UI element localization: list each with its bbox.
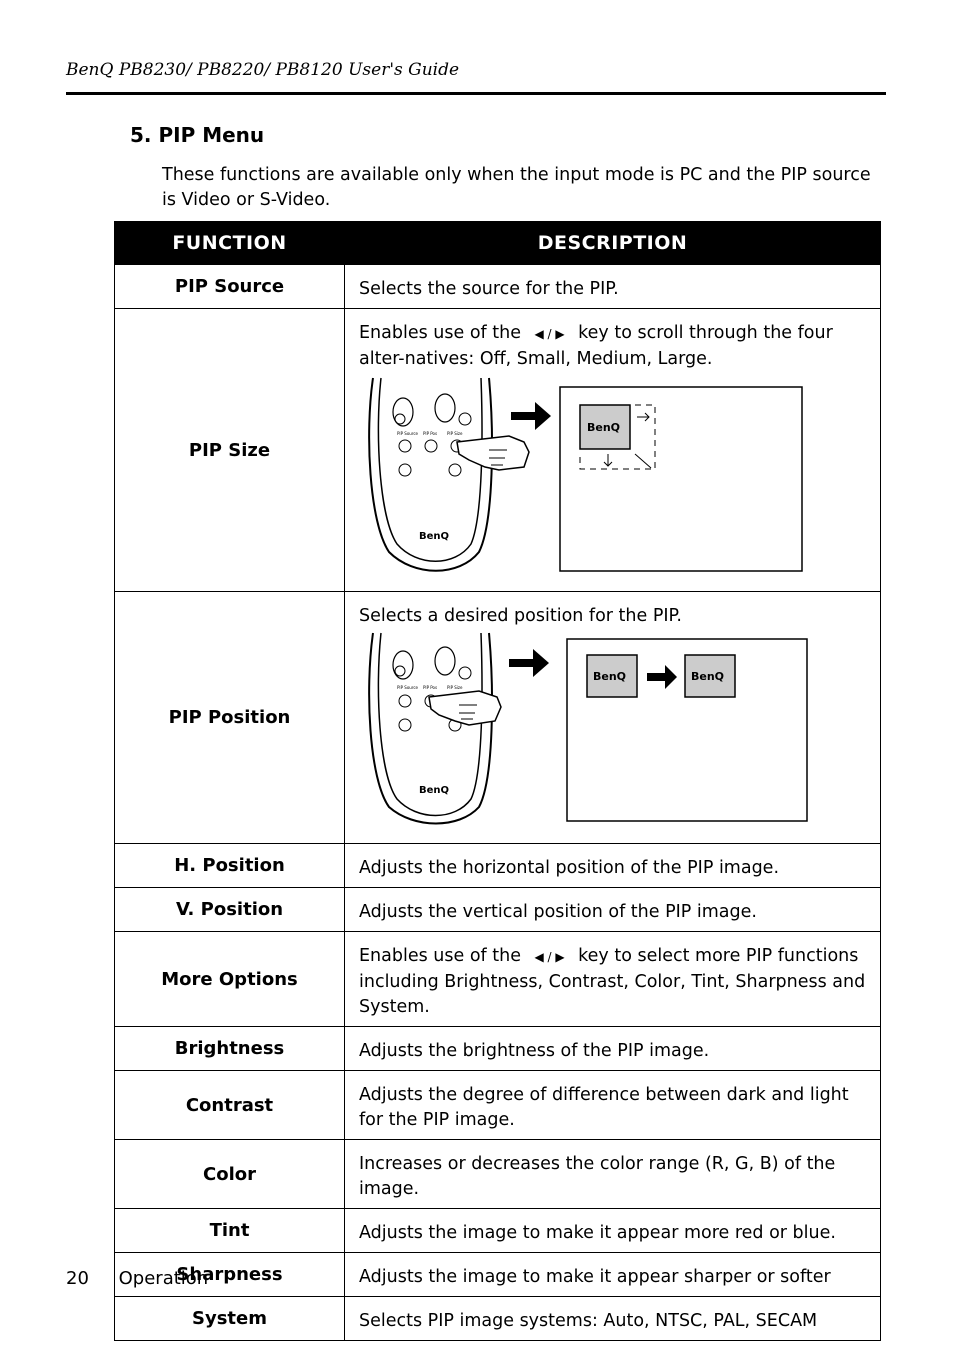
remote-control-icon (369, 633, 492, 824)
description-cell: Selects PIP image systems: Auto, NTSC, PAL, SECAM (345, 1297, 881, 1341)
function-cell: System (115, 1297, 345, 1341)
table-row (115, 1140, 881, 1209)
pointing-hand-icon (457, 436, 529, 470)
page-footer (66, 1268, 208, 1289)
description-cell: Adjusts the degree of difference between dark and light for the PIP image. (345, 1071, 881, 1140)
function-cell: PIP Position (115, 592, 345, 844)
description-text: Enables use of the (359, 946, 521, 966)
table-row (115, 888, 881, 932)
pip-brand: BenQ (587, 421, 621, 434)
header-rule (66, 92, 886, 95)
function-cell: PIP Source (115, 265, 345, 309)
table-row (115, 1253, 881, 1297)
function-cell: PIP Size (115, 309, 345, 592)
remote-label: PIP Pos (423, 685, 438, 690)
function-cell: Contrast (115, 1071, 345, 1140)
left-right-keys-icon: ◀ / ▶ (534, 950, 565, 964)
pip-brand: BenQ (691, 670, 725, 683)
description-cell (345, 592, 881, 844)
footer-section: Operation (118, 1268, 209, 1289)
description-text: Enables use of the (359, 323, 521, 343)
description-column-header: DESCRIPTION (345, 222, 881, 265)
pip-menu-table (114, 221, 881, 1341)
remote-brand: BenQ (419, 785, 450, 796)
function-cell: Tint (115, 1209, 345, 1253)
left-right-keys-icon: ◀ / ▶ (534, 327, 565, 341)
remote-label: PIP Size (447, 431, 463, 436)
pip-brand: BenQ (593, 670, 627, 683)
description-cell (345, 309, 881, 592)
table-row (115, 1297, 881, 1341)
description-cell: Adjusts the image to make it appear sharper or softer (345, 1253, 881, 1297)
function-column-header: FUNCTION (115, 222, 345, 265)
right-arrow-icon (509, 649, 549, 677)
remote-label: PIP Size (447, 685, 463, 690)
description-cell: Adjusts the vertical position of the PIP image. (345, 888, 881, 932)
function-cell: More Options (115, 932, 345, 1027)
pip-size-illustration (359, 372, 869, 585)
table-row (115, 1209, 881, 1253)
description-text: key to scroll through the four alter-natives: Off, Small, Medium, Large. (359, 323, 833, 369)
description-cell (345, 932, 881, 1027)
pointing-hand-icon (429, 691, 501, 725)
remote-label: PIP Source (397, 431, 419, 436)
description-cell: Increases or decreases the color range (R, G, B) of the image. (345, 1140, 881, 1209)
right-arrow-icon (511, 402, 551, 430)
section-title: 5. PIP Menu (130, 123, 265, 147)
table-row (115, 844, 881, 888)
table-row (115, 932, 881, 1027)
function-cell: Brightness (115, 1027, 345, 1071)
table-header-row (115, 222, 881, 265)
table-row (115, 1071, 881, 1140)
table-row (115, 265, 881, 309)
table-row (115, 1027, 881, 1071)
pip-size-diagram (359, 372, 869, 577)
intro-paragraph: These functions are available only when the input mode is PC and the PIP source is Video or S-Video. (162, 165, 871, 210)
table-row (115, 309, 881, 592)
remote-brand: BenQ (419, 531, 450, 542)
function-cell: Sharpness (115, 1253, 345, 1297)
running-header: BenQ PB8230/ PB8220/ PB8120 User's Guide (66, 60, 460, 80)
description-cell: Adjusts the image to make it appear more red or blue. (345, 1209, 881, 1253)
description-cell: Selects the source for the PIP. (345, 265, 881, 309)
function-cell: V. Position (115, 888, 345, 932)
function-cell: H. Position (115, 844, 345, 888)
remote-label: PIP Source (397, 685, 419, 690)
page-number: 20 (66, 1268, 89, 1289)
description-text: key to select more PIP functions including Brightness, Contrast, Color, Tint, Sharpness and System. (359, 946, 866, 1017)
description-cell: Adjusts the horizontal position of the PIP image. (345, 844, 881, 888)
remote-label: PIP Pos (423, 431, 438, 436)
pip-position-diagram (359, 629, 869, 829)
function-cell: Color (115, 1140, 345, 1209)
pip-position-illustration (359, 629, 869, 837)
description-cell: Adjusts the brightness of the PIP image. (345, 1027, 881, 1071)
table-row (115, 592, 881, 844)
description-text: Selects a desired position for the PIP. (359, 606, 682, 626)
remote-control-icon (369, 378, 492, 571)
